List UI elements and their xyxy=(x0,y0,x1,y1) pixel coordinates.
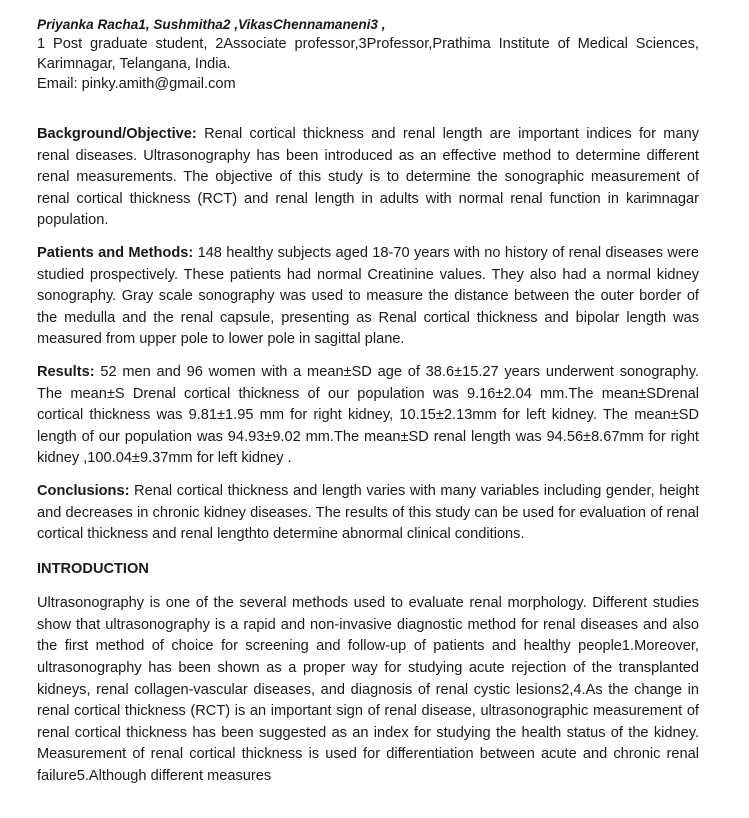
abstract-results-label: Results: xyxy=(37,363,95,380)
abstract-background-label: Background/Objective: xyxy=(37,126,197,142)
paper-page xyxy=(37,15,699,788)
introduction-body: Ultrasonography is one of the several methods used to evaluate renal morphology. Different studies show that ultrasonography is a rapid and non-invasive diagnostic method for renal diseases and also the first method of choice for screening and follow-up of patients and healthy people1.Moreover, ultrasonography has been shown as a proper way for studying acute rejection of the transplanted kidneys, renal collagen-vascular diseases, and diagnosis of renal cystic lesions2,4.As the change in renal cortical thickness (RCT) is an important sign of renal disease, ultrasonographic measurement of renal cortical thickness has been suggested as an index for studying the health status of the kidney. Measurement of renal cortical thickness is used for differentiation between acute and chronic renal failure5.Although different measures xyxy=(37,595,699,785)
abstract-methods xyxy=(37,243,699,351)
abstract-methods-label: Patients and Methods: xyxy=(37,244,194,261)
abstract-methods-text: 148 healthy subjects aged 18-70 years with no history of renal diseases were studied prospectively. These patients had normal Creatinine values. They also had a normal kidney sonography. Gray scale sonography was used to measure the distance between the outer border of the medulla and the renal capsule, presenting as Renal cortical thickness and bipolar length was measured from upper pole to lower pole in sagittal plane. xyxy=(37,244,699,348)
abstract-results xyxy=(37,362,699,470)
spacer xyxy=(37,351,699,362)
author-list: Priyanka Racha1, Sushmitha2 ,VikasChennamaneni3 , xyxy=(37,17,386,32)
abstract-conclusions-text: Renal cortical thickness and length varies with many variables including gender, height and decreases in chronic kidney diseases. The results of this study can be used for evaluation of renal cortical thickness and renal lengthto determine abnormal clinical conditions. xyxy=(37,482,699,543)
spacer xyxy=(37,232,699,243)
abstract-conclusions xyxy=(37,481,699,546)
spacer xyxy=(37,546,699,559)
abstract-background-text: Renal cortical thickness and renal length are important indices for many renal diseases. Ultrasonography has been introduced as an effective method to determine different renal measurements. The objective of this study is to determine the sonographic measurement of renal cortical thickness (RCT) and renal length in adults with normal renal function in karimnagar population. xyxy=(37,126,699,229)
abstract-conclusions-label: Conclusions: xyxy=(37,482,130,499)
abstract-results-text: 52 men and 96 women with a mean±SD age of 38.6±15.27 years underwent sonography. The mean±S Drenal cortical thickness of our population was 9.16±2.04 mm.The mean±SDrenal cortical thickness was 9.81±1.95 mm for right kidney, 10.15±2.13mm for left kidney. The mean±SD length of our population was 94.93±9.02 mm.The mean±SD renal length was 94.56±8.67mm for right kidney ,100.04±9.37mm for left kidney . xyxy=(37,363,699,467)
spacer xyxy=(37,94,699,124)
spacer xyxy=(37,580,699,593)
affiliations: 1 Post graduate student, 2Associate professor,3Professor,Prathima Institute of Medical Sciences, Karimnagar, Telangana, India. xyxy=(37,36,699,72)
section-heading-introduction: INTRODUCTION xyxy=(37,560,149,577)
abstract-background xyxy=(37,124,699,232)
corresponding-email: Email: pinky.amith@gmail.com xyxy=(37,76,236,92)
spacer xyxy=(37,470,699,481)
